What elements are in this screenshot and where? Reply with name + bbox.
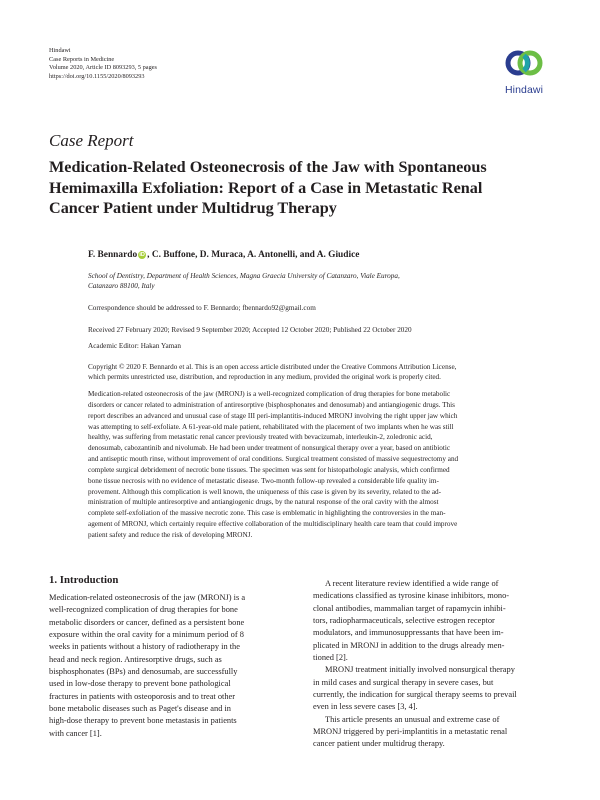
body-line: MRONJ treatment initially involved nonsurgical therapy [325, 665, 515, 675]
abstract-line: ministration of multiple antiresorptive and antiangiogenic drugs, by the natural response of the oral cavity with the almost [88, 498, 439, 507]
abstract-line: complete surgical debridement of necrotic bone tissues. The specimen was sent for histopathologic analysis, which confirmed [88, 465, 450, 474]
publisher-name: Hindawi [49, 47, 71, 54]
body-line: A recent literature review identified a wide range of [325, 579, 499, 588]
author-list [88, 250, 359, 260]
abstract-line: and antiseptic mouth rinse, without improvement of oral conditions. Surgical treatment consisted of massive sequestrectomy and [88, 455, 459, 464]
hindawi-logo-icon [504, 47, 544, 83]
body-line: with cancer [1]. [49, 728, 102, 738]
affiliation [88, 271, 400, 291]
abstract-line: denosumab, cabozantinib and nivolumab. He had been under treatment of nonsurgical therapy over a year, based on antibiotic [88, 444, 451, 453]
doi-link[interactable]: https://doi.org/10.1155/2020/8093293 [49, 72, 145, 80]
other-authors: , C. Buffone, D. Muraca, A. Antonelli, and A. Giudice [147, 250, 360, 260]
academic-editor: Academic Editor: Hakan Yaman [88, 342, 182, 350]
body-line: modulators, and immunosuppressants that have been im- [313, 628, 504, 638]
body-line: plicated in MRONJ in addition to the drugs already men- [313, 640, 505, 650]
body-line: tioned [2]. [313, 653, 348, 663]
copyright-line: Copyright © 2020 F. Bennardo et al. This is an open access article distributed under the Creative Commons Attribution License, [88, 363, 457, 371]
body-line: head and neck region. Antiresorptive drugs, such as [49, 654, 222, 664]
left-column [49, 592, 294, 740]
body-line: exposure within the oral cavity for a minimum period of 8 [49, 630, 244, 640]
body-line: well-recognized complication of drug therapies for bone [49, 605, 238, 615]
abstract-line: report describes an advanced and unusual case of stage III peri-implantitis-induced MRONJ involving the right upper jaw which [88, 411, 458, 420]
logo-wordmark: Hindawi [504, 84, 544, 96]
body-line: Medication-related osteonecrosis of the jaw (MRONJ) is a [49, 593, 246, 602]
body-line: metabolic disorders or cancer, defined as a persistent bone [49, 617, 245, 627]
hindawi-logo [498, 47, 550, 107]
body-line: high-dose therapy to prevent bone metastasis in patients [49, 716, 237, 726]
body-line: currently, the indication for surgical therapy seems to prevail [313, 690, 517, 700]
body-line: tors, radiopharmaceuticals, selective estrogen receptor [313, 616, 495, 626]
article-title [49, 157, 559, 219]
title-line: Cancer Patient under Multidrug Therapy [49, 199, 337, 217]
first-author[interactable]: F. Bennardo [88, 250, 138, 260]
body-line: used in low-dose therapy to prevent bone pathological [49, 679, 231, 689]
copyright-notice [88, 362, 551, 382]
affiliation-line: Catanzaro 88100, Italy [88, 282, 155, 290]
body-line: MRONJ triggered by peri-implantitis in a metastatic renal [313, 727, 508, 737]
article-type: Case Report [49, 131, 134, 150]
body-line: bone metabolic diseases such as Paget's disease and in [49, 704, 231, 714]
body-line: This article presents an unusual and extreme case of [325, 714, 500, 724]
section-heading: 1. Introduction [49, 574, 119, 586]
right-column [313, 578, 552, 751]
abstract-line: provement. Although this complication is well known, the uniqueness of this case is given by its severity, related to the ad- [88, 487, 442, 496]
body-line: fractures in patients with osteoporosis and to treat other [49, 691, 236, 701]
abstract-line: agement of MRONJ, which certainly require effective collaboration of the multidisciplinary health care team that could improve [88, 520, 458, 529]
body-line: clonal antibodies, mammalian target of rapamycin inhibi- [313, 603, 506, 613]
abstract [88, 389, 551, 541]
title-line: Hemimaxilla Exfoliation: Report of a Case in Metastatic Renal [49, 178, 483, 197]
abstract-line: patient safety and reduce the risk of developing MRONJ. [88, 530, 253, 539]
body-line: in mild cases and surgical therapy in severe cases, but [313, 677, 494, 687]
body-line: even in less severe cases [3, 4]. [313, 702, 418, 712]
correspondence: Correspondence should be addressed to F. Bennardo; fbennardo92@gmail.com [88, 304, 316, 312]
title-line: Medication-Related Osteonecrosis of the Jaw with Spontaneous [49, 158, 487, 176]
abstract-line: healthy, was suffering from metastatic renal cancer previously treated with bevacizumab, interleukin-2, zoledronic acid, [88, 433, 433, 442]
volume-info: Volume 2020, Article ID 8093293, 5 pages [49, 64, 157, 72]
abstract-line: was attempting to self-exfoliate. A 61-year-old male patient, rehabilitated with the placement of two implants when he was still [88, 422, 454, 431]
copyright-line: which permits unrestricted use, distribution, and reproduction in any medium, provided the original work is properly cited. [88, 373, 441, 381]
body-line: bisphosphonates (BPs) and denosumab, are successfully [49, 667, 238, 677]
abstract-line: complete self-exfoliation of the massive necrotic zone. This case is emblematic in highlighting the controversies in the man- [88, 509, 446, 518]
abstract-line: disorders or cancer related to administration of antiresorptive (bisphosphonates and denosumab) and antiangiogenic drugs. This [88, 400, 455, 409]
body-line: medications classified as tyrosine kinase inhibitors, mono- [313, 591, 510, 601]
journal-name: Case Reports in Medicine [49, 55, 115, 63]
publication-dates: Received 27 February 2020; Revised 9 September 2020; Accepted 12 October 2020; Published 22 October 2020 [88, 326, 412, 334]
abstract-line: Medication-related osteonecrosis of the jaw (MRONJ) is a well-recognized complication of drug therapies for bone metabolic [88, 390, 451, 398]
abstract-line: bone tissue necrosis with no evidence of metastatic disease. Two-month follow-up revealed a considerable life quality im- [88, 476, 439, 485]
body-line: weeks in patients without a history of radiotherapy in the [49, 642, 240, 652]
body-line: cancer patient under multidrug therapy. [313, 739, 445, 749]
affiliation-line: School of Dentistry, Department of Health Sciences, Magna Graecia University of Catanzaro, Viale Europa, [88, 272, 400, 280]
orcid-icon[interactable]: iD [139, 252, 145, 258]
journal-meta [49, 47, 157, 81]
